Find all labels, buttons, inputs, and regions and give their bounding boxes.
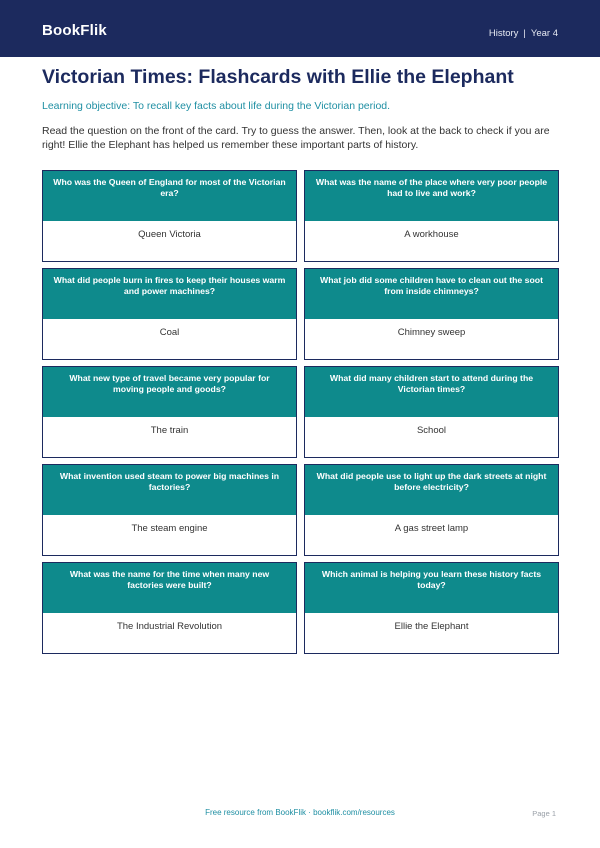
brand-logo[interactable]: BookFlik <box>42 22 107 39</box>
subject-label: History <box>488 28 519 39</box>
card-answer: A workhouse <box>404 229 459 240</box>
footer-resource-link[interactable]: Free resource from BookFlik · bookflik.com/resources <box>205 808 395 817</box>
card-question: What was the name of the place where very poor people had to live and work? <box>305 171 558 221</box>
card-question: What invention used steam to power big machines in factories? <box>43 465 296 515</box>
card-answer: Ellie the Elephant <box>394 621 469 632</box>
flashcard[interactable] <box>42 464 297 556</box>
flashcard[interactable] <box>304 562 559 654</box>
card-question: What did people use to light up the dark streets at night before electricity? <box>305 465 558 515</box>
card-question: What new type of travel became very popular for moving people and goods? <box>43 367 296 417</box>
card-question: What job did some children have to clean out the soot from inside chimneys? <box>305 269 558 319</box>
flashcard[interactable] <box>304 464 559 556</box>
card-answer: Chimney sweep <box>397 327 466 338</box>
card-answer: A gas street lamp <box>394 523 469 534</box>
header-meta <box>489 28 558 39</box>
card-question: What was the name for the time when many new factories were built? <box>43 563 296 613</box>
learning-objective: Learning objective: To recall key facts about life during the Victorian period. <box>42 100 391 112</box>
header-bar <box>0 0 600 57</box>
flashcard[interactable] <box>304 170 559 262</box>
card-answer: Queen Victoria <box>138 229 201 240</box>
card-answer: School <box>416 425 447 436</box>
card-question: What did many children start to attend during the Victorian times? <box>305 367 558 417</box>
year-label: Year 4 <box>530 28 558 39</box>
intro-text: Read the question on the front of the card. Try to guess the answer. Then, look at the back to check if you are right! Ellie the Elephant has helped us remember these important parts of history. <box>42 125 550 151</box>
card-question: What did people burn in fires to keep their houses warm and power machines? <box>43 269 296 319</box>
card-answer: The train <box>150 425 189 436</box>
card-question: Who was the Queen of England for most of the Victorian era? <box>43 171 296 221</box>
page-number: Page 1 <box>532 809 556 818</box>
flashcard[interactable] <box>42 268 297 360</box>
flashcard[interactable] <box>42 366 297 458</box>
meta-separator: | <box>523 28 526 39</box>
flashcard[interactable] <box>42 170 297 262</box>
card-question: Which animal is helping you learn these history facts today? <box>305 563 558 613</box>
card-answer: Coal <box>159 327 180 338</box>
flashcard[interactable] <box>304 268 559 360</box>
card-answer: The steam engine <box>131 523 208 534</box>
card-answer: The Industrial Revolution <box>116 621 223 632</box>
flashcard[interactable] <box>304 366 559 458</box>
flashcard[interactable] <box>42 562 297 654</box>
page-title: Victorian Times: Flashcards with Ellie the Elephant <box>42 66 514 88</box>
